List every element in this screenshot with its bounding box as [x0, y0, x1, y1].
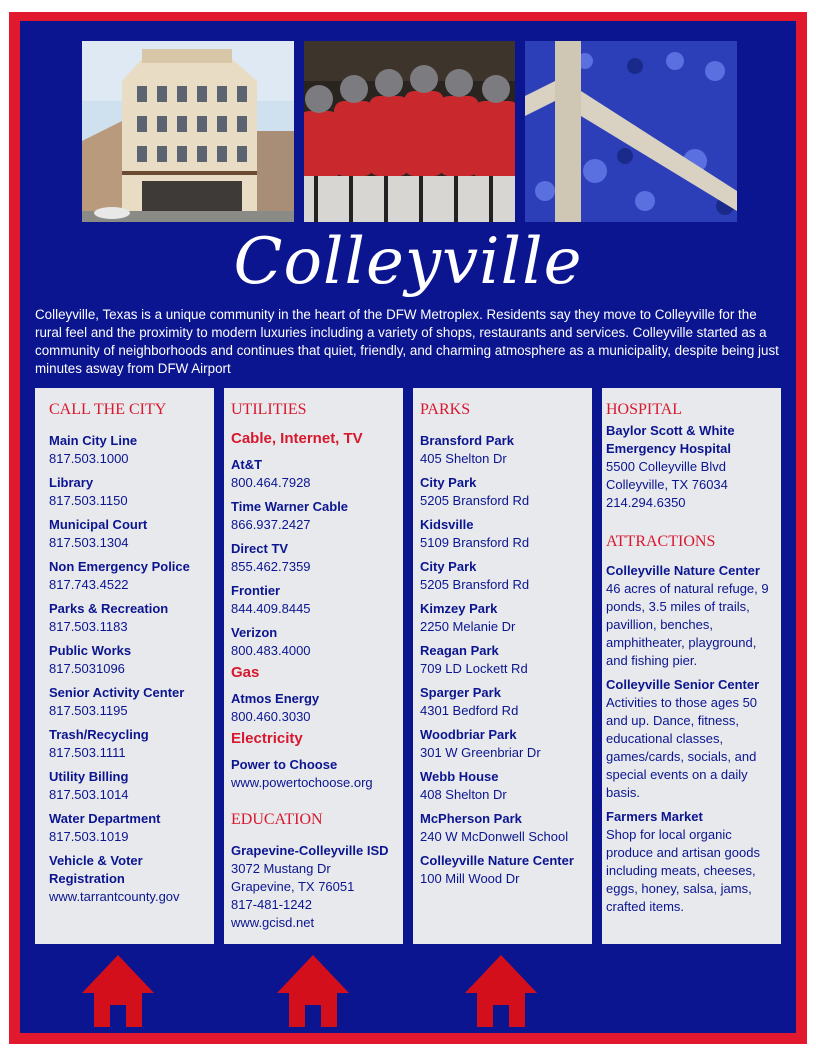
item-name: Municipal Court	[49, 517, 148, 532]
building-photo	[82, 41, 294, 222]
item-name: Power to Choose	[231, 757, 338, 772]
hospital-address-line1: 5500 Colleyville Blvd	[606, 459, 726, 474]
item-name: Reagan Park	[420, 643, 499, 658]
item-name: Water Department	[49, 811, 161, 826]
parks-heading: PARKS	[420, 401, 471, 418]
item-name: Woodbriar Park	[420, 727, 517, 742]
list-item	[49, 516, 204, 552]
list-item	[49, 600, 204, 636]
list-item	[420, 516, 584, 552]
item-name: McPherson Park	[420, 811, 522, 826]
list-item	[420, 726, 584, 762]
item-value: 817.503.1111	[49, 745, 126, 760]
list-item	[49, 726, 204, 762]
item-name: Verizon	[231, 625, 278, 640]
list-item	[420, 558, 584, 594]
item-value: 844.409.8445	[231, 601, 311, 616]
item-value: 817.503.1019	[49, 829, 129, 844]
house-icon	[465, 955, 537, 1027]
item-value: 817.503.1183	[49, 619, 128, 634]
list-item	[420, 852, 584, 888]
school-district-name: Grapevine-Colleyville ISD	[231, 843, 389, 858]
list-item	[49, 684, 204, 720]
item-name: Colleyville Senior Center	[606, 677, 760, 692]
hospital-name: Baylor Scott & White Emergency Hospital	[606, 423, 735, 456]
list-item	[420, 474, 584, 510]
item-name: Public Works	[49, 643, 132, 658]
item-name: Non Emergency Police	[49, 559, 190, 574]
item-description: Activities to those ages 50 and up. Dance, fitness, educational classes, games/cards, socials, and special events on a daily basis.	[606, 695, 758, 800]
call-the-city-panel	[35, 388, 214, 944]
list-item	[420, 600, 584, 636]
item-name: Trash/Recycling	[49, 727, 149, 742]
cable-subheading: Cable, Internet, TV	[231, 430, 363, 447]
item-value: 709 LD Lockett Rd	[420, 661, 528, 676]
utilities-heading: UTILITIES	[231, 401, 307, 418]
gas-subheading: Gas	[231, 664, 260, 681]
call-the-city-heading: CALL THE CITY	[49, 401, 167, 418]
parks-panel	[413, 388, 592, 944]
intro-paragraph: Colleyville, Texas is a unique community in the heart of the DFW Metroplex. Residents say they move to Colleyville for the rural feel and the proximity to modern luxuries including a variety of shops, restaurants and services. Colleyville started as a community of neighborhoods and continues that quiet, friendly, and charming atmosphere as a municipality, despite being just minutes asway from DFW Airport	[35, 307, 779, 376]
list-item	[231, 690, 395, 726]
house-icon	[277, 955, 349, 1027]
item-name: Time Warner Cable	[231, 499, 349, 514]
item-name: Colleyville Nature Center	[606, 563, 760, 578]
item-value: 5205 Bransford Rd	[420, 577, 530, 592]
list-item	[49, 852, 204, 906]
list-item	[606, 562, 777, 670]
item-value: 5205 Bransford Rd	[420, 493, 530, 508]
hospital-heading: HOSPITAL	[606, 401, 683, 418]
item-value: 4301 Bedford Rd	[420, 703, 519, 718]
school-website-link[interactable]: www.gcisd.net	[231, 915, 315, 930]
list-item	[231, 624, 395, 660]
school-phone: 817-481-1242	[231, 897, 312, 912]
item-name: Frontier	[231, 583, 281, 598]
item-value: 800.483.4000	[231, 643, 311, 658]
list-item	[231, 756, 395, 792]
hospital-phone: 214.294.6350	[606, 495, 686, 510]
list-item	[231, 540, 395, 576]
list-item	[420, 432, 584, 468]
list-item	[231, 456, 395, 492]
item-value: 240 W McDonwell School	[420, 829, 569, 844]
county-link[interactable]: www.tarrantcounty.gov	[49, 889, 180, 904]
item-name: Library	[49, 475, 94, 490]
item-value: 817.503.1000	[49, 451, 129, 466]
item-name: Vehicle & Voter Registration	[49, 853, 143, 886]
item-name: Parks & Recreation	[49, 601, 169, 616]
football-team-photo	[304, 41, 515, 222]
item-value: 817.743.4522	[49, 577, 129, 592]
item-value: 5109 Bransford Rd	[420, 535, 530, 550]
list-item	[49, 474, 204, 510]
item-value: 817.503.1014	[49, 787, 129, 802]
item-value: 817.503.1150	[49, 493, 128, 508]
list-item	[231, 582, 395, 618]
item-name: Atmos Energy	[231, 691, 320, 706]
item-value: 405 Shelton Dr	[420, 451, 507, 466]
utilities-panel	[224, 388, 403, 944]
list-item	[606, 808, 777, 916]
item-value: 866.937.2427	[231, 517, 311, 532]
item-value: 800.460.3030	[231, 709, 311, 724]
item-name: Sparger Park	[420, 685, 501, 700]
item-name: Colleyville Nature Center	[420, 853, 574, 868]
hospital-attractions-panel	[602, 388, 781, 944]
item-description: Shop for local organic produce and artisan goods including meats, cheeses, eggs, honey, salsa, jams, crafted items.	[606, 827, 760, 914]
item-name: City Park	[420, 559, 477, 574]
list-item	[49, 432, 204, 468]
item-name: Bransford Park	[420, 433, 514, 448]
electricity-subheading: Electricity	[231, 730, 303, 747]
list-item	[420, 684, 584, 720]
item-name: Senior Activity Center	[49, 685, 185, 700]
item-name: Main City Line	[49, 433, 138, 448]
item-name: At&T	[231, 457, 263, 472]
list-item	[420, 810, 584, 846]
item-value: 817.503.1304	[49, 535, 129, 550]
attractions-heading: ATTRACTIONS	[606, 533, 716, 550]
hospital-address-line2: Colleyville, TX 76034	[606, 477, 728, 492]
item-name: Farmers Market	[606, 809, 703, 824]
list-item	[231, 498, 395, 534]
item-value: 817.503.1195	[49, 703, 128, 718]
item-value: 301 W Greenbriar Dr	[420, 745, 541, 760]
bluebonnet-fence-photo	[525, 41, 737, 222]
item-name: City Park	[420, 475, 477, 490]
item-name: Direct TV	[231, 541, 289, 556]
item-name: Kimzey Park	[420, 601, 498, 616]
list-item	[420, 642, 584, 678]
page-title: Colleyville	[233, 225, 583, 299]
item-value: 800.464.7928	[231, 475, 311, 490]
list-item	[49, 558, 204, 594]
item-value: 2250 Melanie Dr	[420, 619, 516, 634]
list-item	[49, 642, 204, 678]
item-value: 100 Mill Wood Dr	[420, 871, 520, 886]
house-icon	[82, 955, 154, 1027]
item-name: Utility Billing	[49, 769, 129, 784]
education-heading: EDUCATION	[231, 811, 323, 828]
list-item	[420, 768, 584, 804]
item-value: 408 Shelton Dr	[420, 787, 507, 802]
list-item	[49, 810, 204, 846]
school-address-line2: Grapevine, TX 76051	[231, 879, 355, 894]
school-address-line1: 3072 Mustang Dr	[231, 861, 331, 876]
item-value: 817.5031096	[49, 661, 125, 676]
item-name: Webb House	[420, 769, 499, 784]
item-name: Kidsville	[420, 517, 474, 532]
power-to-choose-link[interactable]: www.powertochoose.org	[231, 775, 373, 790]
item-value: 855.462.7359	[231, 559, 311, 574]
list-item	[49, 768, 204, 804]
list-item	[606, 676, 777, 802]
item-description: 46 acres of natural refuge, 9 ponds, 3.5 miles of trails, pavillion, benches, amphitheater, playground, and fishing pier.	[606, 581, 769, 668]
